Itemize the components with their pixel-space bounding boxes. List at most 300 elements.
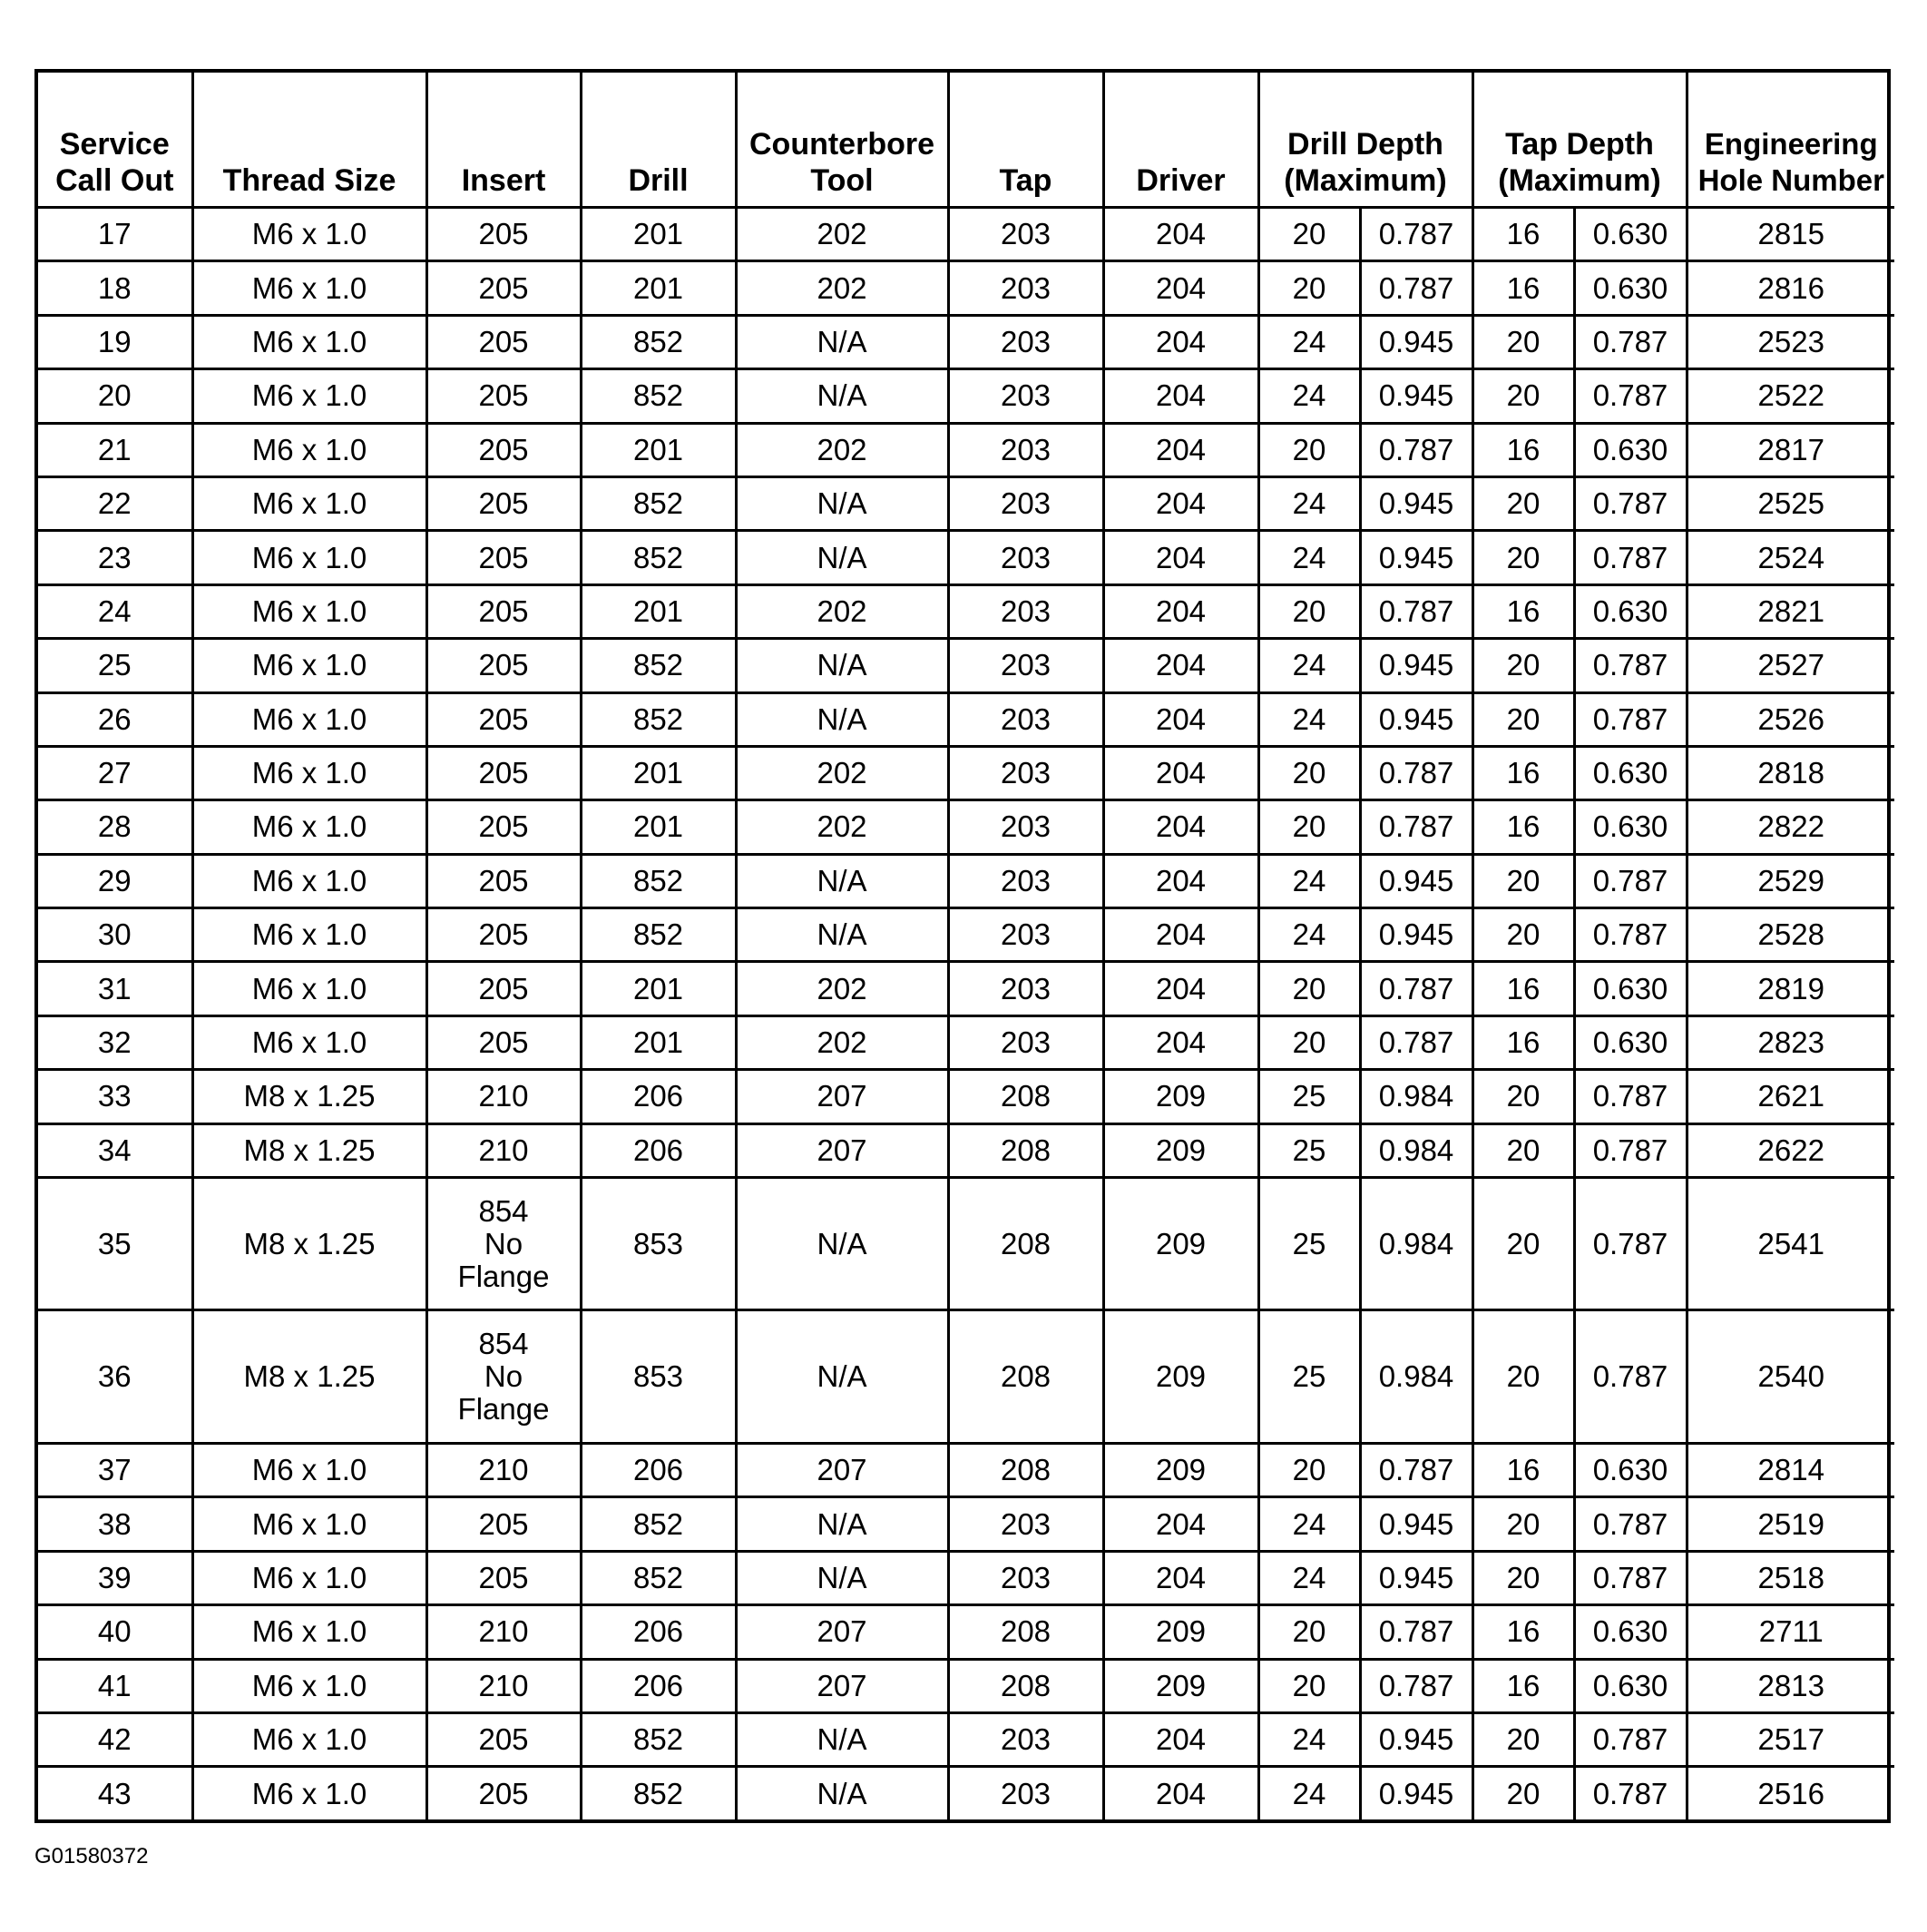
cell-tap-depth-mm: 20 bbox=[1472, 476, 1574, 530]
specification-table-frame bbox=[34, 69, 1891, 1823]
header-tap: Tap bbox=[948, 73, 1103, 208]
cell-engineering-hole-number: 2526 bbox=[1687, 692, 1894, 746]
header-thread-size: Thread Size bbox=[192, 73, 426, 208]
cell-drill: 852 bbox=[581, 1497, 736, 1551]
cell-drill: 201 bbox=[581, 208, 736, 261]
cell-tap-depth-in: 0.787 bbox=[1574, 1497, 1687, 1551]
table-row bbox=[38, 1767, 1894, 1819]
cell-thread-size: M6 x 1.0 bbox=[192, 962, 426, 1015]
cell-insert: 205 bbox=[426, 639, 581, 692]
cell-tap-depth-in: 0.630 bbox=[1574, 1659, 1687, 1712]
cell-service-call-out: 39 bbox=[38, 1551, 192, 1604]
cell-drill-depth-in: 0.984 bbox=[1360, 1070, 1472, 1123]
cell-thread-size: M6 x 1.0 bbox=[192, 1497, 426, 1551]
cell-drill-depth-in: 0.945 bbox=[1360, 1551, 1472, 1604]
cell-tap-depth-mm: 20 bbox=[1472, 1123, 1574, 1177]
cell-driver: 204 bbox=[1103, 746, 1258, 799]
cell-driver: 204 bbox=[1103, 423, 1258, 476]
cell-tap-depth-in: 0.787 bbox=[1574, 1310, 1687, 1443]
cell-thread-size: M6 x 1.0 bbox=[192, 692, 426, 746]
cell-tap-depth-mm: 16 bbox=[1472, 261, 1574, 315]
cell-driver: 204 bbox=[1103, 261, 1258, 315]
cell-engineering-hole-number: 2525 bbox=[1687, 476, 1894, 530]
cell-service-call-out: 23 bbox=[38, 531, 192, 584]
cell-driver: 204 bbox=[1103, 369, 1258, 423]
cell-service-call-out: 20 bbox=[38, 369, 192, 423]
cell-counterbore-tool: N/A bbox=[736, 854, 948, 907]
cell-tap-depth-in: 0.630 bbox=[1574, 1443, 1687, 1496]
table-row bbox=[38, 1659, 1894, 1712]
header-row bbox=[38, 73, 1894, 208]
cell-drill-depth-mm: 24 bbox=[1258, 1712, 1360, 1766]
cell-tap-depth-mm: 16 bbox=[1472, 1443, 1574, 1496]
cell-counterbore-tool: N/A bbox=[736, 1310, 948, 1443]
table-row bbox=[38, 639, 1894, 692]
cell-counterbore-tool: 202 bbox=[736, 584, 948, 638]
table-row bbox=[38, 261, 1894, 315]
cell-driver: 204 bbox=[1103, 208, 1258, 261]
cell-tap: 203 bbox=[948, 369, 1103, 423]
cell-engineering-hole-number: 2523 bbox=[1687, 315, 1894, 368]
cell-thread-size: M6 x 1.0 bbox=[192, 315, 426, 368]
table-row bbox=[38, 315, 1894, 368]
cell-counterbore-tool: N/A bbox=[736, 692, 948, 746]
cell-drill-depth-mm: 25 bbox=[1258, 1178, 1360, 1310]
cell-insert: 205 bbox=[426, 692, 581, 746]
cell-driver: 204 bbox=[1103, 908, 1258, 962]
table-row bbox=[38, 1712, 1894, 1766]
cell-thread-size: M6 x 1.0 bbox=[192, 531, 426, 584]
cell-drill-depth-in: 0.787 bbox=[1360, 1659, 1472, 1712]
cell-insert: 210 bbox=[426, 1659, 581, 1712]
cell-tap-depth-mm: 16 bbox=[1472, 746, 1574, 799]
cell-tap-depth-in: 0.787 bbox=[1574, 692, 1687, 746]
table-row bbox=[38, 1310, 1894, 1443]
cell-thread-size: M6 x 1.0 bbox=[192, 584, 426, 638]
table-row bbox=[38, 692, 1894, 746]
cell-driver: 204 bbox=[1103, 692, 1258, 746]
cell-drill-depth-in: 0.984 bbox=[1360, 1178, 1472, 1310]
cell-tap-depth-mm: 20 bbox=[1472, 1497, 1574, 1551]
cell-drill-depth-mm: 20 bbox=[1258, 962, 1360, 1015]
header-tap-depth: Tap Depth (Maximum) bbox=[1472, 73, 1687, 208]
table-row bbox=[38, 1605, 1894, 1659]
cell-drill-depth-mm: 25 bbox=[1258, 1310, 1360, 1443]
cell-thread-size: M8 x 1.25 bbox=[192, 1123, 426, 1177]
cell-insert: 205 bbox=[426, 531, 581, 584]
table-row bbox=[38, 1497, 1894, 1551]
cell-driver: 204 bbox=[1103, 800, 1258, 854]
cell-service-call-out: 27 bbox=[38, 746, 192, 799]
cell-insert: 205 bbox=[426, 746, 581, 799]
cell-tap: 203 bbox=[948, 746, 1103, 799]
cell-tap-depth-in: 0.787 bbox=[1574, 908, 1687, 962]
cell-insert: 210 bbox=[426, 1443, 581, 1496]
specification-table bbox=[38, 73, 1894, 1819]
cell-service-call-out: 33 bbox=[38, 1070, 192, 1123]
insert-note: No bbox=[484, 1359, 523, 1394]
cell-drill-depth-mm: 20 bbox=[1258, 1659, 1360, 1712]
cell-tap-depth-mm: 16 bbox=[1472, 962, 1574, 1015]
cell-thread-size: M6 x 1.0 bbox=[192, 1605, 426, 1659]
cell-drill-depth-in: 0.945 bbox=[1360, 369, 1472, 423]
cell-tap: 203 bbox=[948, 476, 1103, 530]
cell-counterbore-tool: 207 bbox=[736, 1443, 948, 1496]
cell-drill-depth-in: 0.945 bbox=[1360, 1712, 1472, 1766]
cell-driver: 204 bbox=[1103, 639, 1258, 692]
cell-tap-depth-in: 0.630 bbox=[1574, 1015, 1687, 1069]
cell-thread-size: M6 x 1.0 bbox=[192, 639, 426, 692]
insert-value: 854 bbox=[478, 1327, 529, 1361]
cell-tap: 203 bbox=[948, 315, 1103, 368]
cell-tap-depth-in: 0.630 bbox=[1574, 1605, 1687, 1659]
cell-drill-depth-mm: 24 bbox=[1258, 1497, 1360, 1551]
cell-counterbore-tool: N/A bbox=[736, 1497, 948, 1551]
cell-engineering-hole-number: 2821 bbox=[1687, 584, 1894, 638]
cell-tap-depth-mm: 20 bbox=[1472, 1178, 1574, 1310]
cell-drill: 201 bbox=[581, 962, 736, 1015]
table-row bbox=[38, 854, 1894, 907]
cell-thread-size: M6 x 1.0 bbox=[192, 1659, 426, 1712]
cell-drill: 852 bbox=[581, 692, 736, 746]
cell-drill-depth-in: 0.984 bbox=[1360, 1310, 1472, 1443]
cell-counterbore-tool: N/A bbox=[736, 531, 948, 584]
cell-thread-size: M6 x 1.0 bbox=[192, 476, 426, 530]
table-row bbox=[38, 1551, 1894, 1604]
cell-drill-depth-mm: 20 bbox=[1258, 423, 1360, 476]
cell-engineering-hole-number: 2518 bbox=[1687, 1551, 1894, 1604]
cell-insert: 205 bbox=[426, 315, 581, 368]
insert-note: No bbox=[484, 1226, 523, 1260]
cell-tap: 208 bbox=[948, 1178, 1103, 1310]
cell-drill-depth-in: 0.945 bbox=[1360, 692, 1472, 746]
cell-tap-depth-in: 0.630 bbox=[1574, 261, 1687, 315]
cell-drill-depth-mm: 24 bbox=[1258, 1767, 1360, 1819]
cell-drill-depth-in: 0.984 bbox=[1360, 1123, 1472, 1177]
table-body bbox=[38, 208, 1894, 1820]
cell-drill-depth-mm: 24 bbox=[1258, 692, 1360, 746]
cell-insert: 205 bbox=[426, 584, 581, 638]
cell-drill: 206 bbox=[581, 1605, 736, 1659]
cell-tap-depth-in: 0.787 bbox=[1574, 1767, 1687, 1819]
cell-engineering-hole-number: 2519 bbox=[1687, 1497, 1894, 1551]
cell-engineering-hole-number: 2522 bbox=[1687, 369, 1894, 423]
cell-tap-depth-mm: 16 bbox=[1472, 800, 1574, 854]
cell-drill: 852 bbox=[581, 639, 736, 692]
cell-counterbore-tool: N/A bbox=[736, 1551, 948, 1604]
header-engineering-hole-number: Engineering Hole Number bbox=[1687, 73, 1894, 208]
cell-insert: 205 bbox=[426, 800, 581, 854]
cell-tap: 203 bbox=[948, 800, 1103, 854]
cell-service-call-out: 43 bbox=[38, 1767, 192, 1819]
cell-drill-depth-in: 0.787 bbox=[1360, 423, 1472, 476]
cell-insert bbox=[426, 1178, 581, 1310]
insert-note: Flange bbox=[457, 1259, 550, 1293]
cell-tap: 203 bbox=[948, 208, 1103, 261]
cell-drill: 852 bbox=[581, 1767, 736, 1819]
cell-tap-depth-mm: 16 bbox=[1472, 423, 1574, 476]
cell-drill-depth-mm: 24 bbox=[1258, 476, 1360, 530]
cell-drill: 853 bbox=[581, 1178, 736, 1310]
cell-drill-depth-mm: 20 bbox=[1258, 261, 1360, 315]
cell-drill-depth-in: 0.787 bbox=[1360, 1015, 1472, 1069]
cell-drill: 201 bbox=[581, 423, 736, 476]
cell-thread-size: M6 x 1.0 bbox=[192, 800, 426, 854]
cell-tap-depth-in: 0.787 bbox=[1574, 1178, 1687, 1310]
cell-tap-depth-in: 0.630 bbox=[1574, 208, 1687, 261]
cell-driver: 204 bbox=[1103, 315, 1258, 368]
cell-insert: 205 bbox=[426, 369, 581, 423]
cell-insert: 205 bbox=[426, 1551, 581, 1604]
cell-drill: 852 bbox=[581, 476, 736, 530]
cell-drill: 201 bbox=[581, 261, 736, 315]
cell-engineering-hole-number: 2814 bbox=[1687, 1443, 1894, 1496]
cell-insert: 205 bbox=[426, 962, 581, 1015]
table-row bbox=[38, 1070, 1894, 1123]
cell-service-call-out: 25 bbox=[38, 639, 192, 692]
figure-id: G01580372 bbox=[34, 1844, 149, 1868]
cell-engineering-hole-number: 2817 bbox=[1687, 423, 1894, 476]
cell-drill-depth-in: 0.945 bbox=[1360, 531, 1472, 584]
cell-tap-depth-in: 0.787 bbox=[1574, 369, 1687, 423]
cell-engineering-hole-number: 2528 bbox=[1687, 908, 1894, 962]
cell-engineering-hole-number: 2815 bbox=[1687, 208, 1894, 261]
cell-engineering-hole-number: 2818 bbox=[1687, 746, 1894, 799]
cell-service-call-out: 21 bbox=[38, 423, 192, 476]
cell-engineering-hole-number: 2711 bbox=[1687, 1605, 1894, 1659]
cell-tap-depth-mm: 16 bbox=[1472, 1659, 1574, 1712]
cell-drill: 852 bbox=[581, 531, 736, 584]
cell-tap: 203 bbox=[948, 1497, 1103, 1551]
cell-drill: 201 bbox=[581, 584, 736, 638]
table-row bbox=[38, 962, 1894, 1015]
cell-drill: 852 bbox=[581, 854, 736, 907]
cell-tap-depth-in: 0.787 bbox=[1574, 476, 1687, 530]
table-row bbox=[38, 1178, 1894, 1310]
cell-drill-depth-mm: 24 bbox=[1258, 531, 1360, 584]
cell-driver: 209 bbox=[1103, 1443, 1258, 1496]
cell-counterbore-tool: N/A bbox=[736, 369, 948, 423]
cell-tap-depth-mm: 16 bbox=[1472, 584, 1574, 638]
cell-insert: 205 bbox=[426, 1497, 581, 1551]
cell-driver: 209 bbox=[1103, 1123, 1258, 1177]
cell-drill-depth-in: 0.787 bbox=[1360, 584, 1472, 638]
cell-drill-depth-mm: 24 bbox=[1258, 639, 1360, 692]
cell-engineering-hole-number: 2517 bbox=[1687, 1712, 1894, 1766]
cell-tap-depth-in: 0.787 bbox=[1574, 1551, 1687, 1604]
cell-counterbore-tool: 202 bbox=[736, 261, 948, 315]
cell-tap-depth-in: 0.787 bbox=[1574, 854, 1687, 907]
cell-insert: 205 bbox=[426, 261, 581, 315]
cell-drill: 201 bbox=[581, 746, 736, 799]
cell-driver: 209 bbox=[1103, 1070, 1258, 1123]
cell-counterbore-tool: 202 bbox=[736, 423, 948, 476]
cell-drill-depth-mm: 20 bbox=[1258, 208, 1360, 261]
cell-tap-depth-mm: 20 bbox=[1472, 315, 1574, 368]
cell-thread-size: M6 x 1.0 bbox=[192, 423, 426, 476]
table-row bbox=[38, 584, 1894, 638]
table-row bbox=[38, 208, 1894, 261]
cell-insert bbox=[426, 1310, 581, 1443]
cell-drill: 206 bbox=[581, 1123, 736, 1177]
cell-drill-depth-in: 0.945 bbox=[1360, 1767, 1472, 1819]
cell-service-call-out: 34 bbox=[38, 1123, 192, 1177]
cell-drill-depth-mm: 25 bbox=[1258, 1123, 1360, 1177]
cell-tap: 208 bbox=[948, 1310, 1103, 1443]
cell-counterbore-tool: 202 bbox=[736, 208, 948, 261]
cell-drill-depth-mm: 25 bbox=[1258, 1070, 1360, 1123]
cell-drill-depth-mm: 20 bbox=[1258, 800, 1360, 854]
cell-engineering-hole-number: 2816 bbox=[1687, 261, 1894, 315]
cell-service-call-out: 40 bbox=[38, 1605, 192, 1659]
cell-thread-size: M6 x 1.0 bbox=[192, 369, 426, 423]
cell-drill: 201 bbox=[581, 1015, 736, 1069]
cell-drill-depth-in: 0.945 bbox=[1360, 1497, 1472, 1551]
cell-tap-depth-in: 0.787 bbox=[1574, 315, 1687, 368]
cell-driver: 204 bbox=[1103, 584, 1258, 638]
cell-engineering-hole-number: 2813 bbox=[1687, 1659, 1894, 1712]
cell-tap: 203 bbox=[948, 423, 1103, 476]
insert-note: Flange bbox=[457, 1392, 550, 1427]
table-row bbox=[38, 531, 1894, 584]
cell-tap-depth-mm: 16 bbox=[1472, 1605, 1574, 1659]
cell-engineering-hole-number: 2621 bbox=[1687, 1070, 1894, 1123]
cell-counterbore-tool: 207 bbox=[736, 1659, 948, 1712]
cell-engineering-hole-number: 2822 bbox=[1687, 800, 1894, 854]
cell-drill-depth-mm: 20 bbox=[1258, 746, 1360, 799]
cell-engineering-hole-number: 2516 bbox=[1687, 1767, 1894, 1819]
cell-engineering-hole-number: 2622 bbox=[1687, 1123, 1894, 1177]
cell-counterbore-tool: N/A bbox=[736, 315, 948, 368]
cell-tap-depth-mm: 20 bbox=[1472, 1310, 1574, 1443]
cell-service-call-out: 22 bbox=[38, 476, 192, 530]
cell-counterbore-tool: 202 bbox=[736, 962, 948, 1015]
cell-tap: 203 bbox=[948, 639, 1103, 692]
table-row bbox=[38, 800, 1894, 854]
cell-drill-depth-in: 0.787 bbox=[1360, 208, 1472, 261]
cell-tap-depth-mm: 20 bbox=[1472, 531, 1574, 584]
cell-thread-size: M6 x 1.0 bbox=[192, 1015, 426, 1069]
cell-drill-depth-in: 0.787 bbox=[1360, 962, 1472, 1015]
cell-tap: 203 bbox=[948, 962, 1103, 1015]
cell-service-call-out: 41 bbox=[38, 1659, 192, 1712]
cell-drill: 206 bbox=[581, 1659, 736, 1712]
table-row bbox=[38, 369, 1894, 423]
cell-insert: 205 bbox=[426, 1767, 581, 1819]
cell-thread-size: M6 x 1.0 bbox=[192, 854, 426, 907]
cell-driver: 209 bbox=[1103, 1310, 1258, 1443]
table-row bbox=[38, 1123, 1894, 1177]
cell-counterbore-tool: 207 bbox=[736, 1605, 948, 1659]
cell-tap: 203 bbox=[948, 1712, 1103, 1766]
cell-tap-depth-mm: 20 bbox=[1472, 692, 1574, 746]
cell-tap: 208 bbox=[948, 1605, 1103, 1659]
cell-thread-size: M6 x 1.0 bbox=[192, 908, 426, 962]
cell-tap: 203 bbox=[948, 1767, 1103, 1819]
cell-service-call-out: 42 bbox=[38, 1712, 192, 1766]
cell-drill-depth-in: 0.787 bbox=[1360, 261, 1472, 315]
cell-service-call-out: 30 bbox=[38, 908, 192, 962]
cell-drill: 852 bbox=[581, 1551, 736, 1604]
cell-drill: 852 bbox=[581, 315, 736, 368]
cell-service-call-out: 35 bbox=[38, 1178, 192, 1310]
cell-drill-depth-mm: 20 bbox=[1258, 584, 1360, 638]
cell-insert: 205 bbox=[426, 476, 581, 530]
cell-counterbore-tool: N/A bbox=[736, 1767, 948, 1819]
cell-drill-depth-in: 0.945 bbox=[1360, 315, 1472, 368]
cell-drill-depth-in: 0.945 bbox=[1360, 476, 1472, 530]
cell-service-call-out: 18 bbox=[38, 261, 192, 315]
table-row bbox=[38, 1015, 1894, 1069]
cell-engineering-hole-number: 2541 bbox=[1687, 1178, 1894, 1310]
cell-drill: 206 bbox=[581, 1070, 736, 1123]
cell-tap-depth-mm: 20 bbox=[1472, 1712, 1574, 1766]
table-row bbox=[38, 746, 1894, 799]
cell-drill-depth-mm: 20 bbox=[1258, 1015, 1360, 1069]
cell-tap-depth-in: 0.630 bbox=[1574, 962, 1687, 1015]
cell-tap: 203 bbox=[948, 908, 1103, 962]
cell-thread-size: M8 x 1.25 bbox=[192, 1070, 426, 1123]
cell-drill-depth-mm: 20 bbox=[1258, 1605, 1360, 1659]
cell-insert: 205 bbox=[426, 208, 581, 261]
cell-drill-depth-mm: 24 bbox=[1258, 1551, 1360, 1604]
cell-engineering-hole-number: 2529 bbox=[1687, 854, 1894, 907]
cell-driver: 204 bbox=[1103, 1712, 1258, 1766]
cell-tap-depth-mm: 16 bbox=[1472, 1015, 1574, 1069]
cell-counterbore-tool: 202 bbox=[736, 800, 948, 854]
header-counterbore-tool: Counterbore Tool bbox=[736, 73, 948, 208]
cell-service-call-out: 17 bbox=[38, 208, 192, 261]
cell-tap-depth-in: 0.630 bbox=[1574, 800, 1687, 854]
cell-service-call-out: 29 bbox=[38, 854, 192, 907]
cell-tap-depth-mm: 20 bbox=[1472, 854, 1574, 907]
cell-service-call-out: 19 bbox=[38, 315, 192, 368]
cell-engineering-hole-number: 2527 bbox=[1687, 639, 1894, 692]
cell-drill-depth-mm: 24 bbox=[1258, 315, 1360, 368]
cell-counterbore-tool: N/A bbox=[736, 476, 948, 530]
cell-tap: 208 bbox=[948, 1443, 1103, 1496]
cell-tap-depth-in: 0.787 bbox=[1574, 1712, 1687, 1766]
cell-tap-depth-mm: 20 bbox=[1472, 908, 1574, 962]
cell-service-call-out: 26 bbox=[38, 692, 192, 746]
cell-drill: 206 bbox=[581, 1443, 736, 1496]
cell-service-call-out: 24 bbox=[38, 584, 192, 638]
cell-tap-depth-mm: 20 bbox=[1472, 1551, 1574, 1604]
cell-driver: 204 bbox=[1103, 1767, 1258, 1819]
cell-counterbore-tool: N/A bbox=[736, 1712, 948, 1766]
cell-thread-size: M6 x 1.0 bbox=[192, 1767, 426, 1819]
cell-tap-depth-in: 0.630 bbox=[1574, 584, 1687, 638]
cell-service-call-out: 32 bbox=[38, 1015, 192, 1069]
cell-insert: 210 bbox=[426, 1070, 581, 1123]
cell-tap: 203 bbox=[948, 531, 1103, 584]
cell-driver: 204 bbox=[1103, 1551, 1258, 1604]
header-insert: Insert bbox=[426, 73, 581, 208]
cell-driver: 209 bbox=[1103, 1605, 1258, 1659]
cell-drill-depth-in: 0.787 bbox=[1360, 1443, 1472, 1496]
cell-drill-depth-mm: 20 bbox=[1258, 1443, 1360, 1496]
cell-driver: 204 bbox=[1103, 531, 1258, 584]
cell-tap: 203 bbox=[948, 261, 1103, 315]
cell-tap-depth-mm: 20 bbox=[1472, 369, 1574, 423]
cell-drill-depth-in: 0.787 bbox=[1360, 800, 1472, 854]
cell-tap-depth-in: 0.630 bbox=[1574, 746, 1687, 799]
header-service-call-out: Service Call Out bbox=[38, 73, 192, 208]
cell-thread-size: M6 x 1.0 bbox=[192, 261, 426, 315]
cell-counterbore-tool: N/A bbox=[736, 908, 948, 962]
cell-engineering-hole-number: 2819 bbox=[1687, 962, 1894, 1015]
cell-tap-depth-in: 0.787 bbox=[1574, 531, 1687, 584]
